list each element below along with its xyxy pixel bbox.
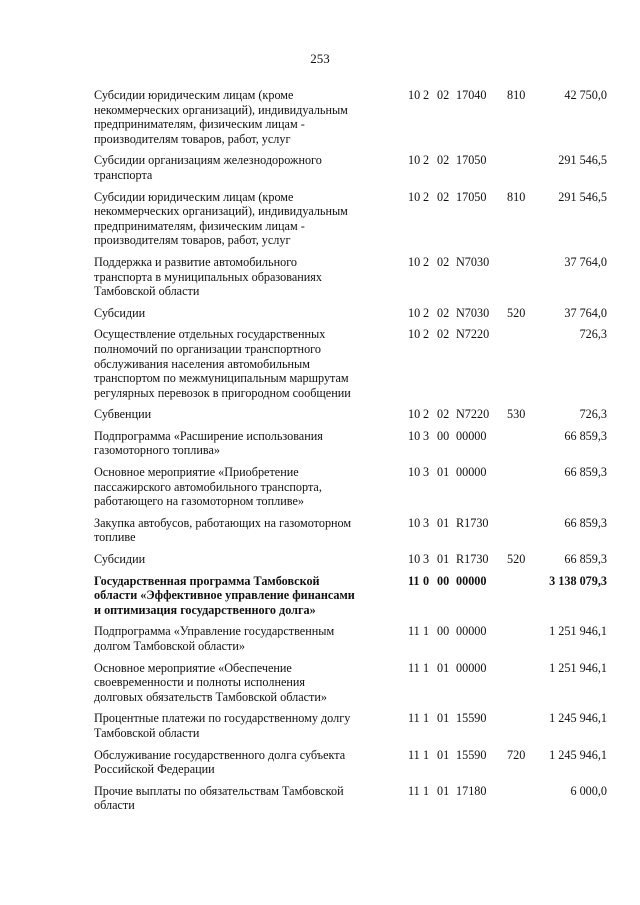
amount-value: 3 138 079,3: [549, 573, 607, 588]
expense-type-code: 810: [507, 88, 526, 102]
row-name: Основное мероприятие «Обеспечение своевременности и полноты исполнения долговых обязательств Тамбовской области»: [94, 660, 327, 704]
target-item-code: N7220: [456, 327, 490, 342]
row-name: Основное мероприятие «Приобретение пассажирского автомобильного транспорта, работающего на газомоторном топливе»: [94, 465, 322, 509]
expense-type-code: 520: [507, 305, 526, 320]
target-item-code: R1730: [456, 515, 489, 530]
budget-table: [0, 88, 640, 820]
section-code: 10: [408, 465, 421, 480]
row-name: Субвенции: [94, 407, 152, 422]
subsection-code: 2: [423, 189, 430, 204]
row-name: Субсидии юридическим лицам (кроме некоммерческих организаций), индивидуальным предпринимателям, физическим лицам - производителям товаров, работ, услуг: [94, 189, 348, 248]
row-name: Субсидии: [94, 552, 146, 567]
row-name: Подпрограмма «Расширение использования газомоторного топлива»: [94, 428, 323, 458]
amount-value: 726,3: [579, 407, 607, 422]
target-item-code: N7220: [456, 407, 490, 422]
subsection-code: 1: [423, 711, 430, 726]
target-item-code: 17050: [456, 153, 487, 168]
target-article-code: 02: [437, 153, 450, 168]
target-article-code: 00: [437, 624, 450, 639]
target-article-code: 02: [437, 254, 450, 269]
amount-value: 291 546,5: [558, 189, 607, 204]
section-code: 10: [408, 327, 421, 342]
table-row: [0, 748, 640, 777]
page-number: 253: [310, 51, 330, 66]
row-name: Подпрограмма «Управление государственным долгом Тамбовской области»: [94, 624, 335, 653]
section-code: 10: [408, 305, 421, 320]
section-code: 10: [408, 153, 421, 168]
amount-value: 37 764,0: [564, 254, 607, 269]
target-item-code: N7030: [456, 254, 490, 269]
amount-value: 66 859,3: [564, 428, 607, 443]
target-article-code: 01: [437, 747, 450, 762]
row-name: Государственная программа Тамбовской области «Эффективное управление финансами и оптимизация государственного долга»: [94, 573, 355, 617]
target-article-code: 02: [437, 88, 450, 102]
section-code: 11: [408, 660, 420, 675]
row-name: Обслуживание государственного долга субъекта Российской Федерации: [94, 747, 346, 777]
table-row: [0, 306, 640, 321]
table-row: [0, 327, 640, 400]
target-item-code: 17050: [456, 189, 487, 204]
subsection-code: 1: [423, 624, 430, 639]
row-name: Субсидии юридическим лицам (кроме некоммерческих организаций), индивидуальным предпринимателям, физическим лицам - производителям товаров, работ, услуг: [94, 88, 348, 146]
section-code: 11: [408, 573, 420, 588]
target-item-code: 17180: [456, 783, 487, 798]
amount-value: 291 546,5: [558, 153, 607, 168]
row-name: Процентные платежи по государственному долгу Тамбовской области: [94, 711, 351, 740]
amount-value: 66 859,3: [564, 465, 607, 480]
subsection-code: 1: [423, 747, 430, 762]
target-article-code: 01: [437, 711, 450, 726]
amount-value: 1 245 946,1: [549, 747, 607, 762]
expense-type-code: 530: [507, 407, 526, 422]
table-row: [0, 711, 640, 740]
section-code: 10: [408, 552, 421, 567]
row-name: Поддержка и развитие автомобильного транспорта в муниципальных образованиях Тамбовской области: [94, 254, 322, 299]
section-code: 11: [408, 711, 420, 726]
amount-value: 726,3: [579, 327, 607, 342]
table-row: [0, 574, 640, 618]
subsection-code: 1: [423, 660, 430, 675]
target-item-code: 15590: [456, 747, 487, 762]
subsection-code: 3: [423, 465, 430, 480]
target-article-code: 01: [437, 552, 450, 567]
subsection-code: 2: [423, 254, 430, 269]
table-row: [0, 429, 640, 458]
subsection-code: 2: [423, 153, 430, 168]
subsection-code: 0: [423, 573, 430, 588]
table-row: [0, 624, 640, 653]
section-code: 10: [408, 428, 421, 443]
target-article-code: 01: [437, 515, 450, 530]
target-article-code: 00: [437, 428, 450, 443]
target-item-code: 00000: [456, 573, 487, 588]
table-row: [0, 255, 640, 299]
section-code: 11: [408, 624, 420, 639]
table-row: [0, 516, 640, 545]
amount-value: 66 859,3: [564, 515, 607, 530]
subsection-code: 3: [423, 515, 430, 530]
table-row: [0, 784, 640, 813]
row-name: Осуществление отдельных государственных полномочий по организации транспортного обслуживания населения автомобильным транспортом по межмуниципальным маршрутам регулярных перевозок в пригородном сообщении: [94, 327, 351, 400]
amount-value: 6 000,0: [570, 783, 607, 798]
amount-value: 1 251 946,1: [549, 624, 607, 639]
row-name: Субсидии организациям железнодорожного транспорта: [94, 153, 322, 182]
section-code: 11: [408, 783, 420, 798]
section-code: 10: [408, 515, 421, 530]
table-row: [0, 88, 640, 146]
amount-value: 1 251 946,1: [549, 660, 607, 675]
target-article-code: 02: [437, 189, 450, 204]
row-name: Субсидии: [94, 305, 146, 320]
target-article-code: 01: [437, 783, 450, 798]
section-code: 10: [408, 407, 421, 422]
subsection-code: 2: [423, 305, 430, 320]
table-row: [0, 153, 640, 182]
subsection-code: 2: [423, 88, 430, 102]
target-item-code: 15590: [456, 711, 487, 726]
target-article-code: 01: [437, 660, 450, 675]
target-item-code: 00000: [456, 660, 487, 675]
target-item-code: 00000: [456, 428, 487, 443]
amount-value: 37 764,0: [564, 305, 607, 320]
target-article-code: 01: [437, 465, 450, 480]
subsection-code: 2: [423, 327, 430, 342]
expense-type-code: 810: [507, 189, 526, 204]
subsection-code: 3: [423, 552, 430, 567]
table-row: [0, 407, 640, 422]
section-code: 10: [408, 254, 421, 269]
table-row: [0, 465, 640, 509]
target-item-code: 00000: [456, 465, 487, 480]
expense-type-code: 520: [507, 552, 526, 567]
amount-value: 66 859,3: [564, 552, 607, 567]
subsection-code: 3: [423, 428, 430, 443]
amount-value: 1 245 946,1: [549, 711, 607, 726]
subsection-code: 1: [423, 783, 430, 798]
target-article-code: 02: [437, 407, 450, 422]
target-item-code: N7030: [456, 305, 490, 320]
table-row: [0, 190, 640, 248]
subsection-code: 2: [423, 407, 430, 422]
amount-value: 42 750,0: [564, 88, 607, 102]
table-row: [0, 552, 640, 567]
row-name: Закупка автобусов, работающих на газомоторном топливе: [94, 515, 352, 545]
expense-type-code: 720: [507, 747, 526, 762]
section-code: 10: [408, 189, 421, 204]
table-row: [0, 661, 640, 705]
target-item-code: 00000: [456, 624, 487, 639]
target-article-code: 00: [437, 573, 450, 588]
section-code: 11: [408, 747, 420, 762]
section-code: 10: [408, 88, 421, 102]
target-item-code: 17040: [456, 88, 487, 102]
target-article-code: 02: [437, 305, 450, 320]
target-item-code: R1730: [456, 552, 489, 567]
target-article-code: 02: [437, 327, 450, 342]
row-name: Прочие выплаты по обязательствам Тамбовской области: [94, 783, 344, 813]
